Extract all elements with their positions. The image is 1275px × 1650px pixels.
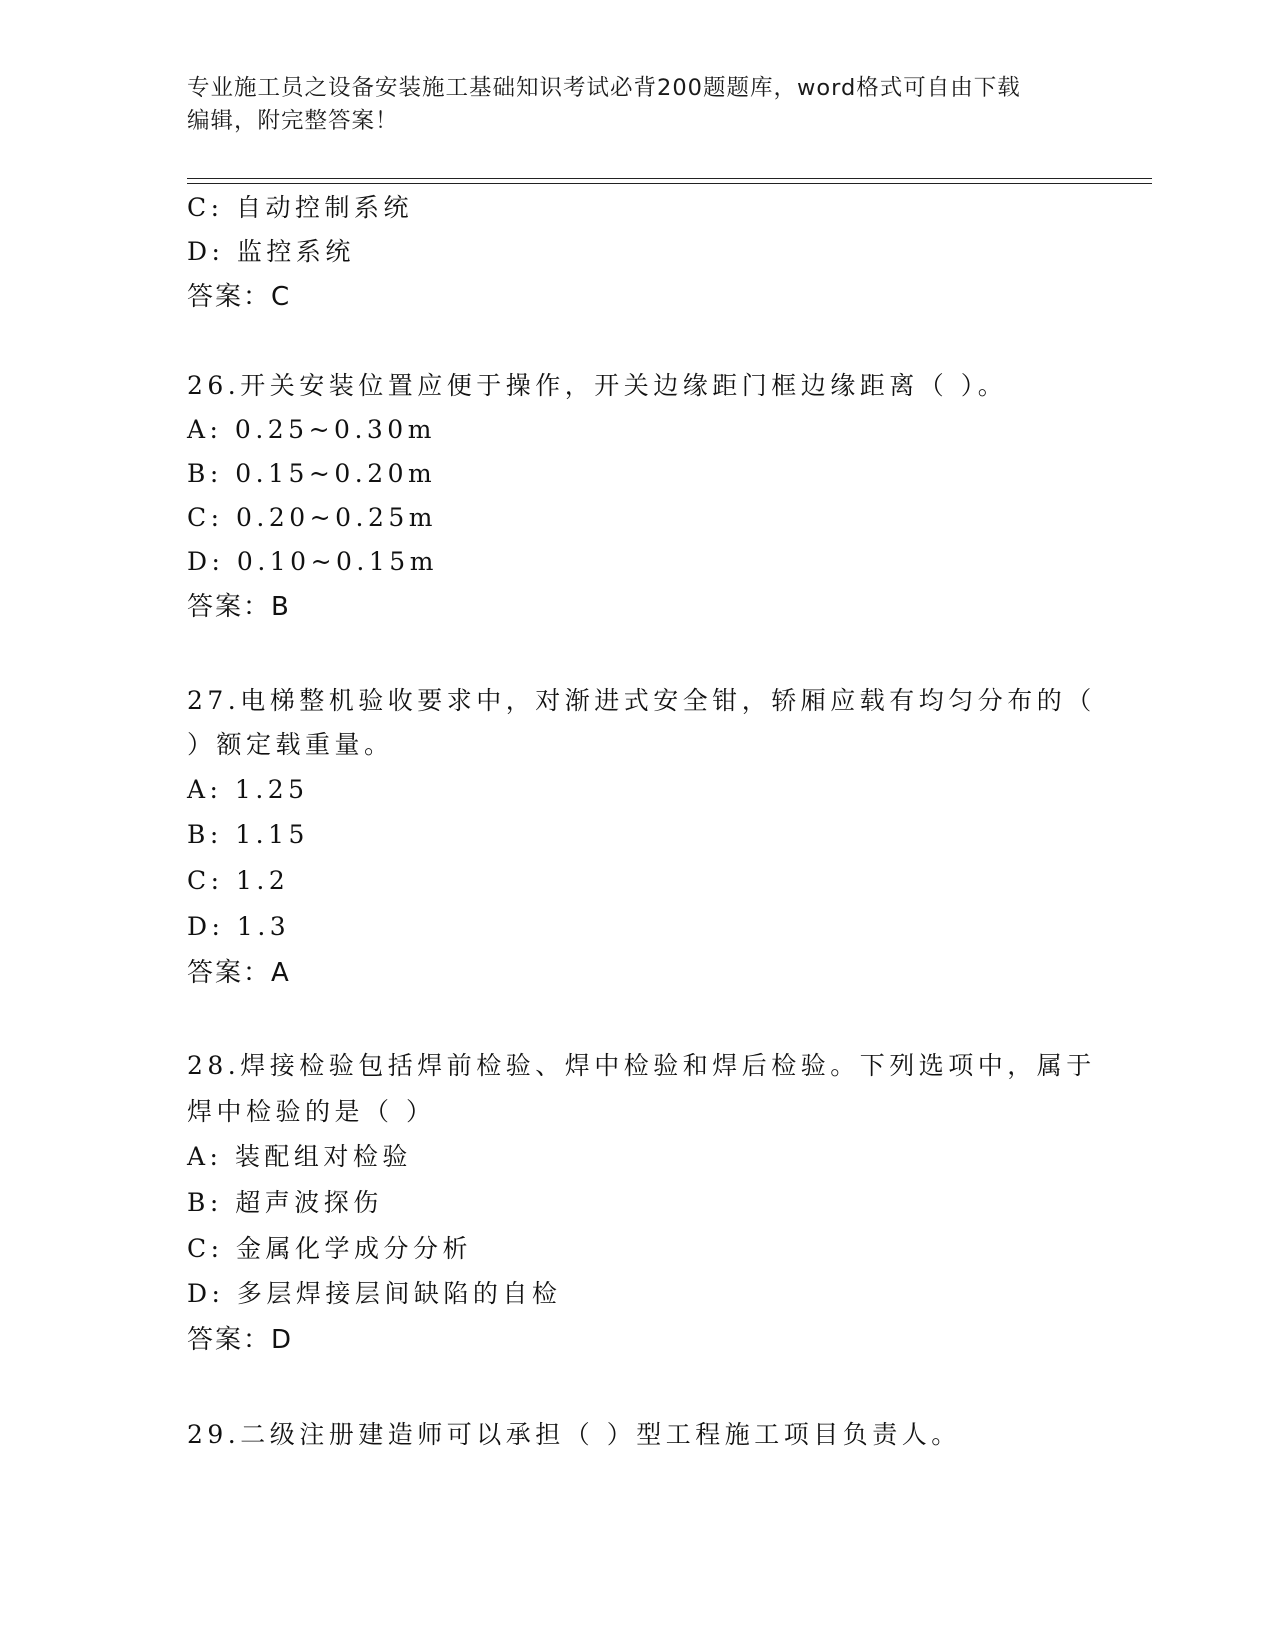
q25-answer: 答案：C [187, 282, 292, 312]
header-divider-top [187, 178, 1152, 179]
q26-stem: 26.开关安装位置应便于操作，开关边缘距门框边缘距离（ ）。 [187, 371, 1008, 400]
q26-answer: 答案：B [187, 592, 291, 622]
q28-option-c: C: 金属化学成分分析 [187, 1234, 472, 1263]
q28-option-d: D: 多层焊接层间缺陷的自检 [187, 1279, 562, 1308]
header-line-2: 编辑，附完整答案！ [187, 108, 399, 134]
q27-option-a: A: 1.25 [187, 775, 309, 804]
q25-option-d: D: 监控系统 [187, 237, 355, 266]
q28-option-a: A: 装配组对检验 [187, 1142, 412, 1171]
q26-option-c: C: 0.20~0.25m [187, 503, 437, 532]
q28-answer: 答案：D [187, 1325, 294, 1355]
q26-option-a: A: 0.25~0.30m [187, 415, 436, 444]
q28-option-b: B: 超声波探伤 [187, 1188, 383, 1217]
q25-option-c: C: 自动控制系统 [187, 193, 413, 222]
document-header [187, 72, 1087, 138]
q29-stem: 29.二级注册建造师可以承担（ ）型工程施工项目负责人。 [187, 1420, 961, 1449]
q27-answer: 答案：A [187, 958, 291, 988]
q26-option-b: B: 0.15~0.20m [187, 459, 437, 488]
header-line-1: 专业施工员之设备安装施工基础知识考试必背200题题库，word格式可自由下载 [187, 75, 1021, 101]
q28-stem-line-2: 焊中检验的是（ ） [187, 1097, 436, 1126]
q27-stem-line-1: 27.电梯整机验收要求中，对渐进式安全钳，轿厢应载有均匀分布的（ [187, 686, 1096, 715]
q27-option-c: C: 1.2 [187, 866, 290, 895]
q26-option-d: D: 0.10~0.15m [187, 547, 438, 576]
q27-option-d: D: 1.3 [187, 912, 291, 941]
header-divider-bottom [187, 183, 1152, 184]
q28-stem-line-1: 28.焊接检验包括焊前检验、焊中检验和焊后检验。下列选项中，属于 [187, 1051, 1096, 1080]
q27-option-b: B: 1.15 [187, 820, 309, 849]
q27-stem-line-2: ）额定载重量。 [187, 730, 394, 759]
